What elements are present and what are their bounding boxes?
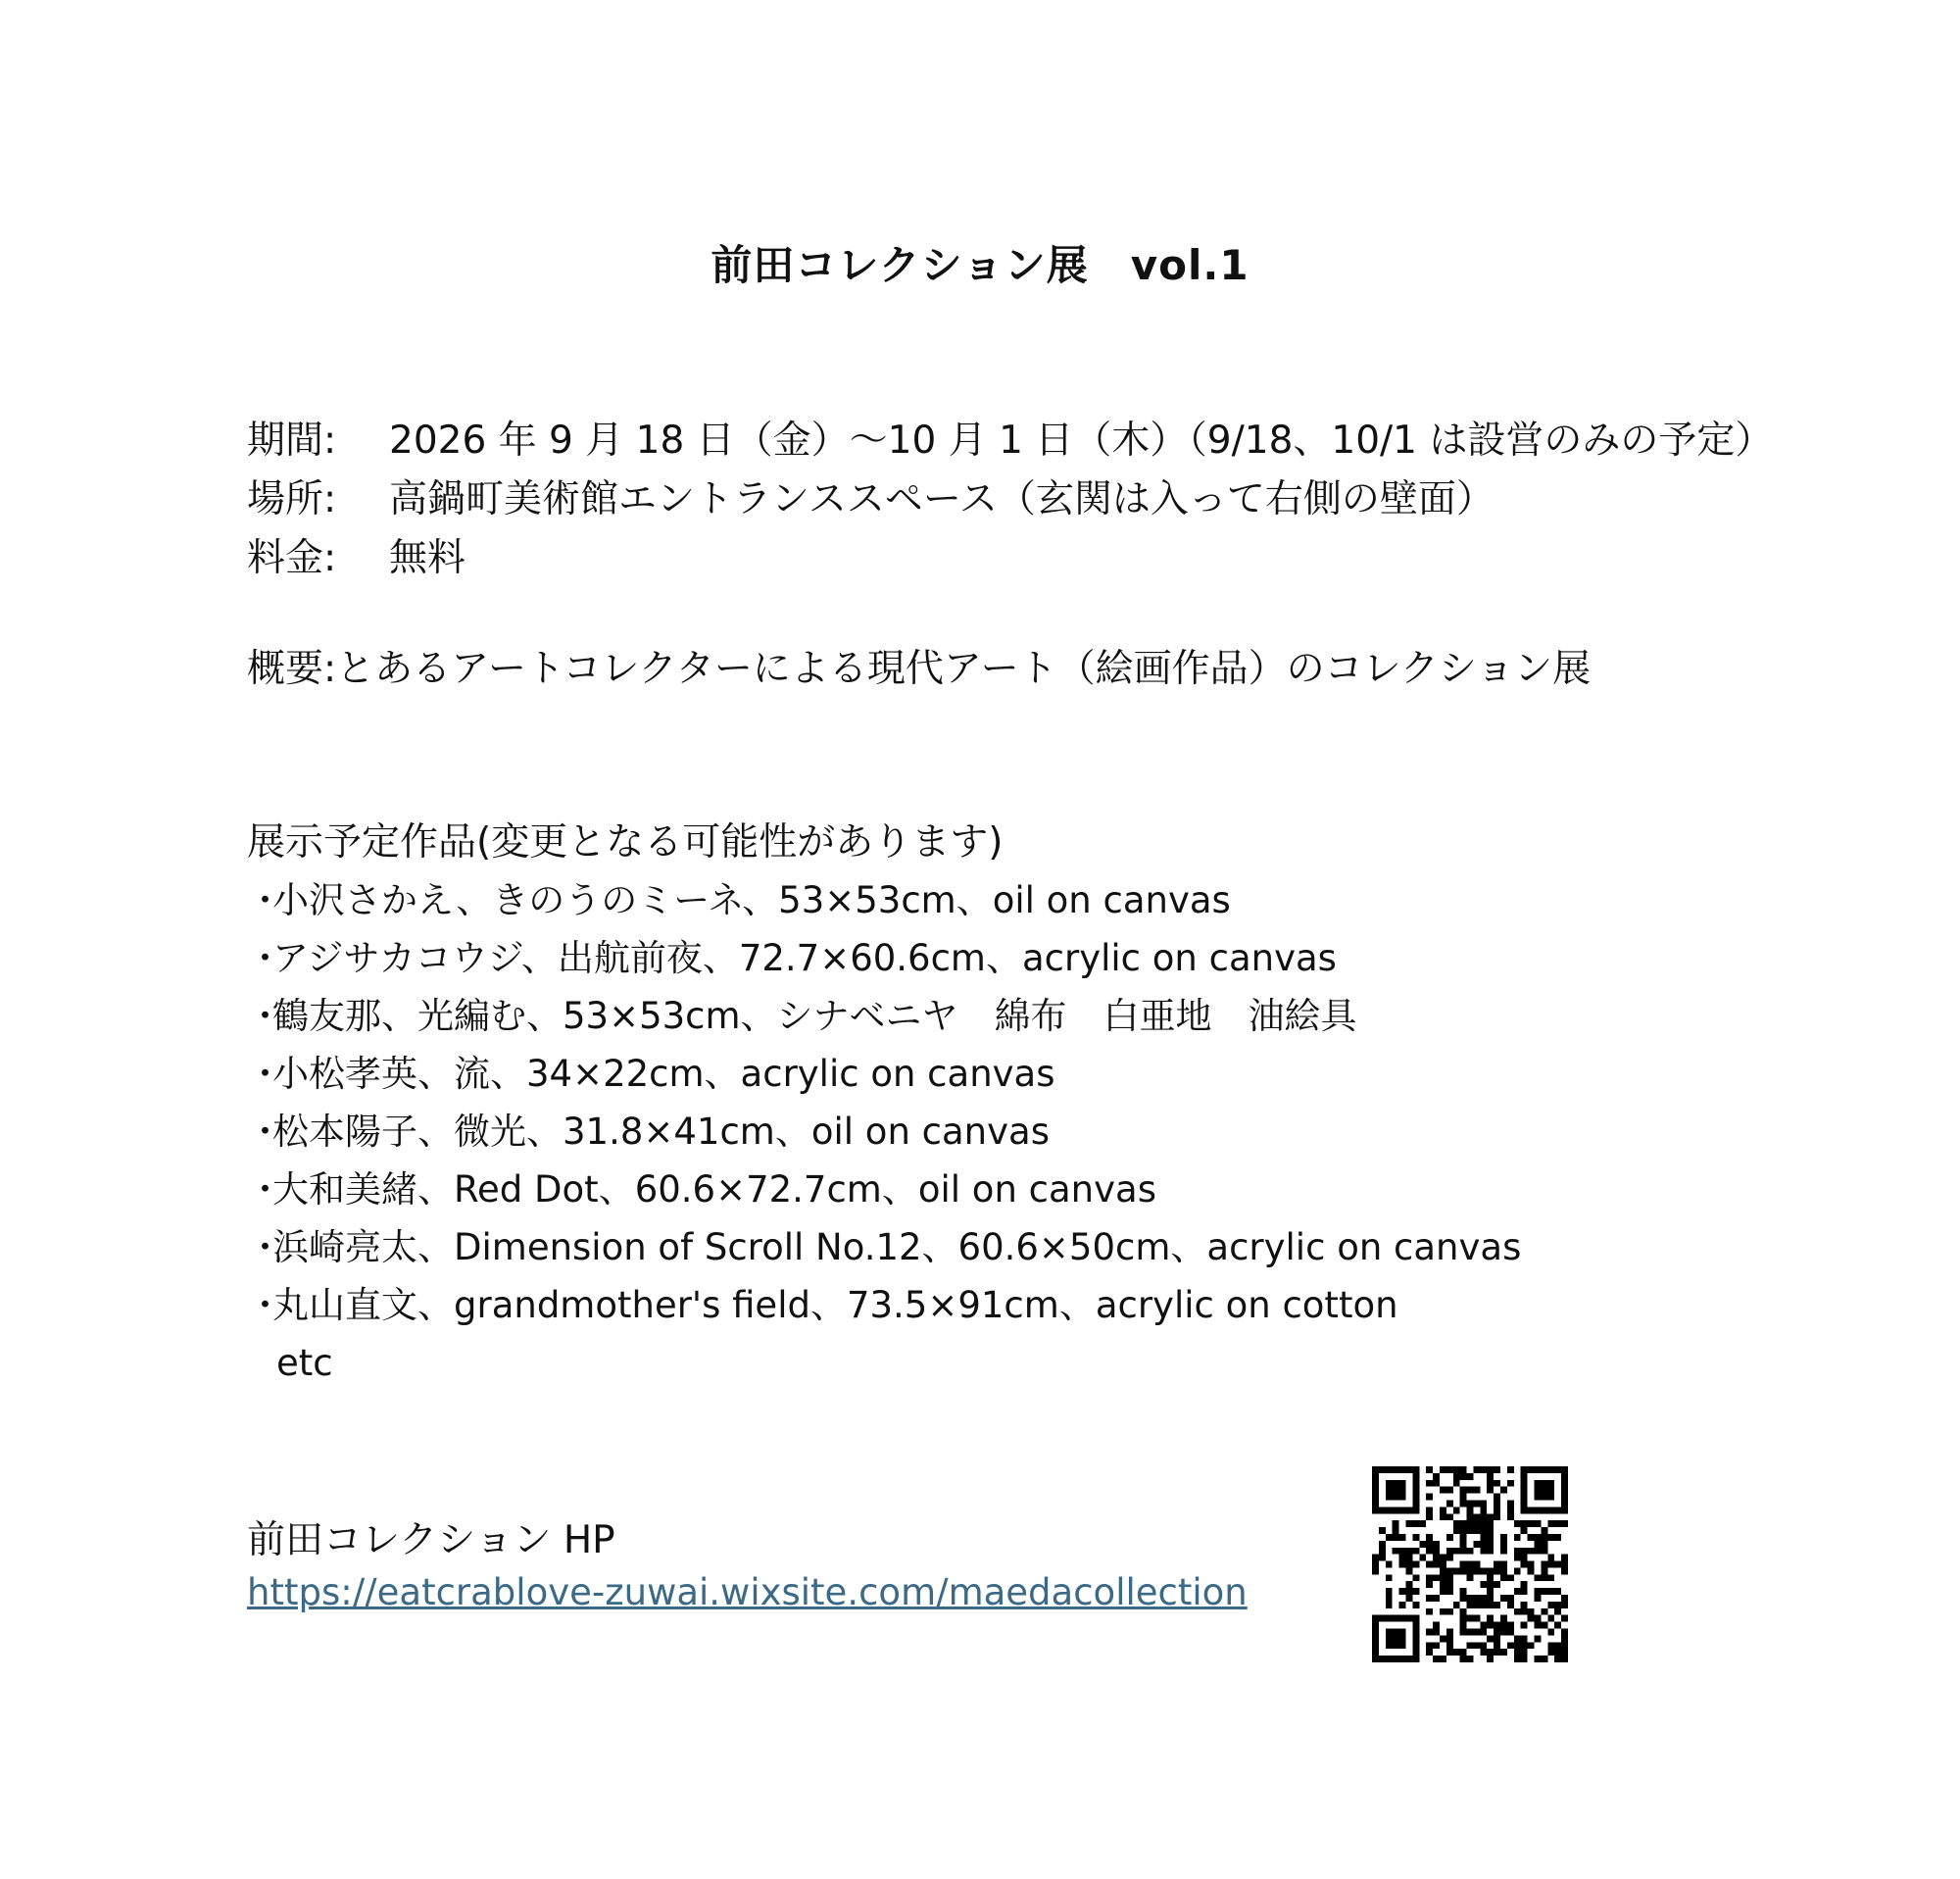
- bullet: ・: [247, 995, 283, 1037]
- works-heading: 展示予定作品(変更となる可能性があります): [247, 820, 1004, 865]
- work-text: 松本陽子、微光、31.8×41cm、oil on canvas: [272, 1111, 1050, 1153]
- info-label: 料金:: [247, 536, 337, 580]
- info-value: 高鍋町美術館エントランススペース（玄関は入って右側の壁面）: [389, 477, 1494, 521]
- info-value: 2026 年 9 月 18 日（金）～10 月 1 日（木）（9/18、10/1 は設営のみの予定）: [389, 419, 1774, 463]
- qr-finder-top-left: [1372, 1466, 1419, 1513]
- list-item: [247, 1045, 1521, 1103]
- work-text: 浜崎亮太、Dimension of Scroll No.12、60.6×50cm、acrylic on canvas: [272, 1226, 1522, 1268]
- overview-text: 概要:とあるアートコレクターによる現代アート（絵画作品）のコレクション展: [247, 647, 1592, 691]
- list-item: [247, 1218, 1521, 1276]
- bullet: ・: [247, 1168, 283, 1211]
- bullet: ・: [247, 1284, 283, 1326]
- homepage-label: 前田コレクション HP: [247, 1518, 615, 1562]
- list-item: [247, 929, 1521, 987]
- work-text: 大和美緒、Red Dot、60.6×72.7cm、oil on canvas: [272, 1168, 1156, 1211]
- bullet: ・: [247, 1111, 283, 1153]
- qr-finder-top-right: [1521, 1466, 1568, 1513]
- work-text: 小沢さかえ、きのうのミーネ、53×53cm、oil on canvas: [272, 879, 1231, 921]
- list-item: [247, 1276, 1521, 1334]
- bullet: ・: [247, 1053, 283, 1095]
- works-section: [247, 814, 1521, 1392]
- event-info: [247, 412, 1773, 588]
- page-title: 前田コレクション展 vol.1: [710, 241, 1250, 289]
- qr-finder-bottom-left: [1372, 1615, 1419, 1662]
- etc-text: etc: [276, 1342, 333, 1384]
- work-text: 鶴友那、光編む、53×53cm、シナベニヤ 綿布 白亜地 油絵具: [272, 995, 1357, 1037]
- homepage-link[interactable]: https://eatcrablove-zuwai.wixsite.com/maedacollection: [247, 1571, 1248, 1613]
- info-value: 無料: [389, 536, 466, 580]
- info-row-venue: [247, 470, 1773, 529]
- info-label: 期間:: [247, 419, 337, 463]
- list-item: [247, 1103, 1521, 1161]
- info-label: 場所:: [247, 477, 337, 521]
- bullet: ・: [247, 1226, 283, 1268]
- info-row-fee: [247, 529, 1773, 588]
- work-text: 丸山直文、grandmother's field、73.5×91cm、acrylic on cotton: [272, 1284, 1398, 1326]
- list-item: [247, 987, 1521, 1045]
- list-item: [247, 1161, 1521, 1218]
- bullet: ・: [247, 937, 283, 979]
- list-item: [247, 871, 1521, 929]
- qr-code-icon: [1372, 1466, 1568, 1662]
- work-text: 小松孝英、流、34×22cm、acrylic on canvas: [272, 1053, 1055, 1095]
- work-text: アジサカコウジ、出航前夜、72.7×60.6cm、acrylic on canvas: [272, 937, 1337, 979]
- bullet: ・: [247, 879, 283, 921]
- info-row-period: [247, 412, 1773, 470]
